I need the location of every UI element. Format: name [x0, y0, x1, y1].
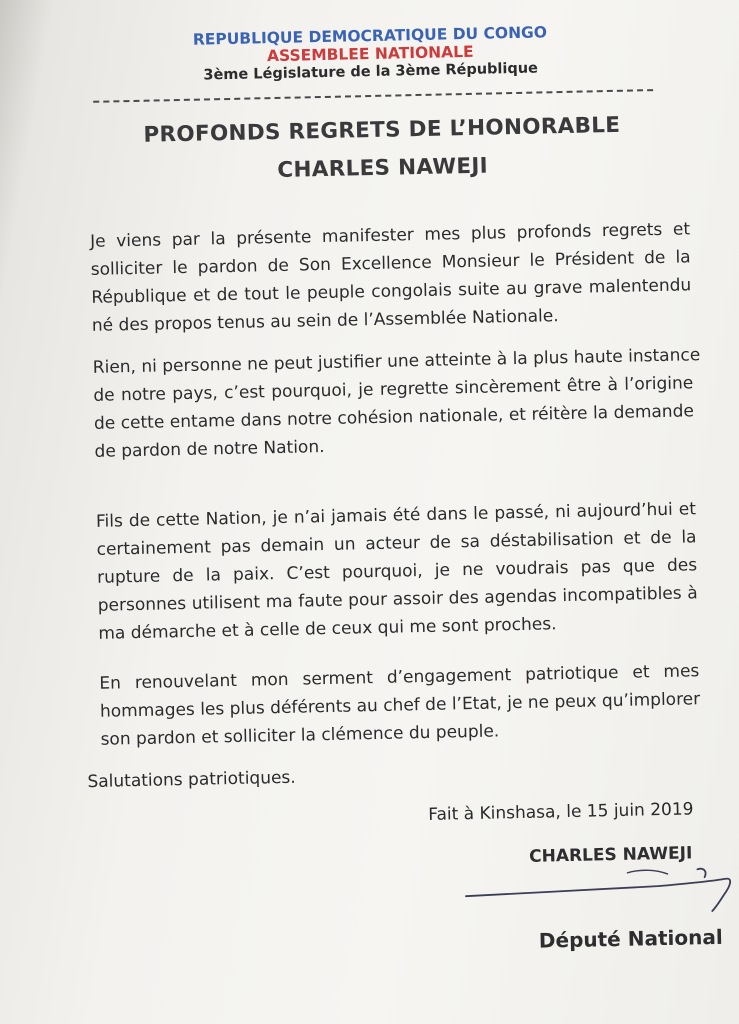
header-legislature: 3ème Législature de la 3ème République	[203, 60, 539, 84]
paragraph-3	[96, 495, 699, 648]
document-title-line-1: PROFONDS REGRETS DE L’HONORABLE	[143, 112, 621, 148]
header-country: REPUBLIQUE DEMOCRATIQUE DU CONGO	[192, 23, 548, 49]
paragraph-line: de pardon de notre Nation.	[94, 437, 325, 462]
paragraph-line: de notre pays, c’est pourquoi, je regrette sincèrement être à l’origine	[93, 373, 694, 406]
paragraph-line: En renouvelant mon serment d’engagement patriotique et mes	[99, 661, 700, 694]
paragraph-4	[99, 657, 701, 754]
paragraph-2	[92, 341, 701, 466]
paragraph-line: son pardon et solliciter la clémence du peuple.	[100, 721, 500, 750]
paragraph-1	[90, 215, 692, 340]
paragraph-line: hommages les plus déférents au chef de l’Etat, je ne peux qu’implorer	[99, 689, 701, 722]
paragraph-line: solliciter le pardon de Son Excellence Monsieur le Président de la	[90, 247, 691, 280]
header-institution: ASSEMBLEE NATIONALE	[266, 42, 474, 66]
document-title-line-2: CHARLES NAWEJI	[277, 153, 489, 183]
paragraph-line: personnes utilisent ma faute pour assoir des agendas incompatibles à	[97, 583, 698, 616]
header-divider	[93, 89, 653, 103]
paragraph-line: Rien, ni personne ne peut justifier une atteinte à la plus haute instance	[92, 345, 701, 378]
paragraph-line: République et de tout le peuple congolais suite au grave malentendu	[91, 275, 692, 308]
paragraph-line: Je viens par la présente manifester mes plus profonds regrets et	[89, 219, 691, 252]
paragraph-line: Fils de cette Nation, je n’ai jamais été dans le passé, ni aujourd’hui et	[95, 499, 697, 532]
salutation: Salutations patriotiques.	[87, 767, 296, 793]
paragraph-line: rupture de la paix. C’est pourquoi, je ne voudrais pas que des	[96, 555, 698, 588]
paragraph-line: de cette entame dans notre cohésion nationale, et réitère la demande	[93, 401, 695, 434]
signatory-role: Député National	[538, 924, 723, 953]
place-date: Fait à Kinshasa, le 15 juin 2019	[428, 799, 694, 825]
signatory-name: CHARLES NAWEJI	[528, 843, 693, 867]
paragraph-line: né des propos tenus au sein de l’Assemblée Nationale.	[91, 306, 559, 336]
paragraph-line: certainement pas demain un acteur de sa déstabilisation et de la	[96, 527, 697, 560]
paragraph-line: ma démarche et à celle de ceux qui me sont proches.	[98, 614, 557, 644]
